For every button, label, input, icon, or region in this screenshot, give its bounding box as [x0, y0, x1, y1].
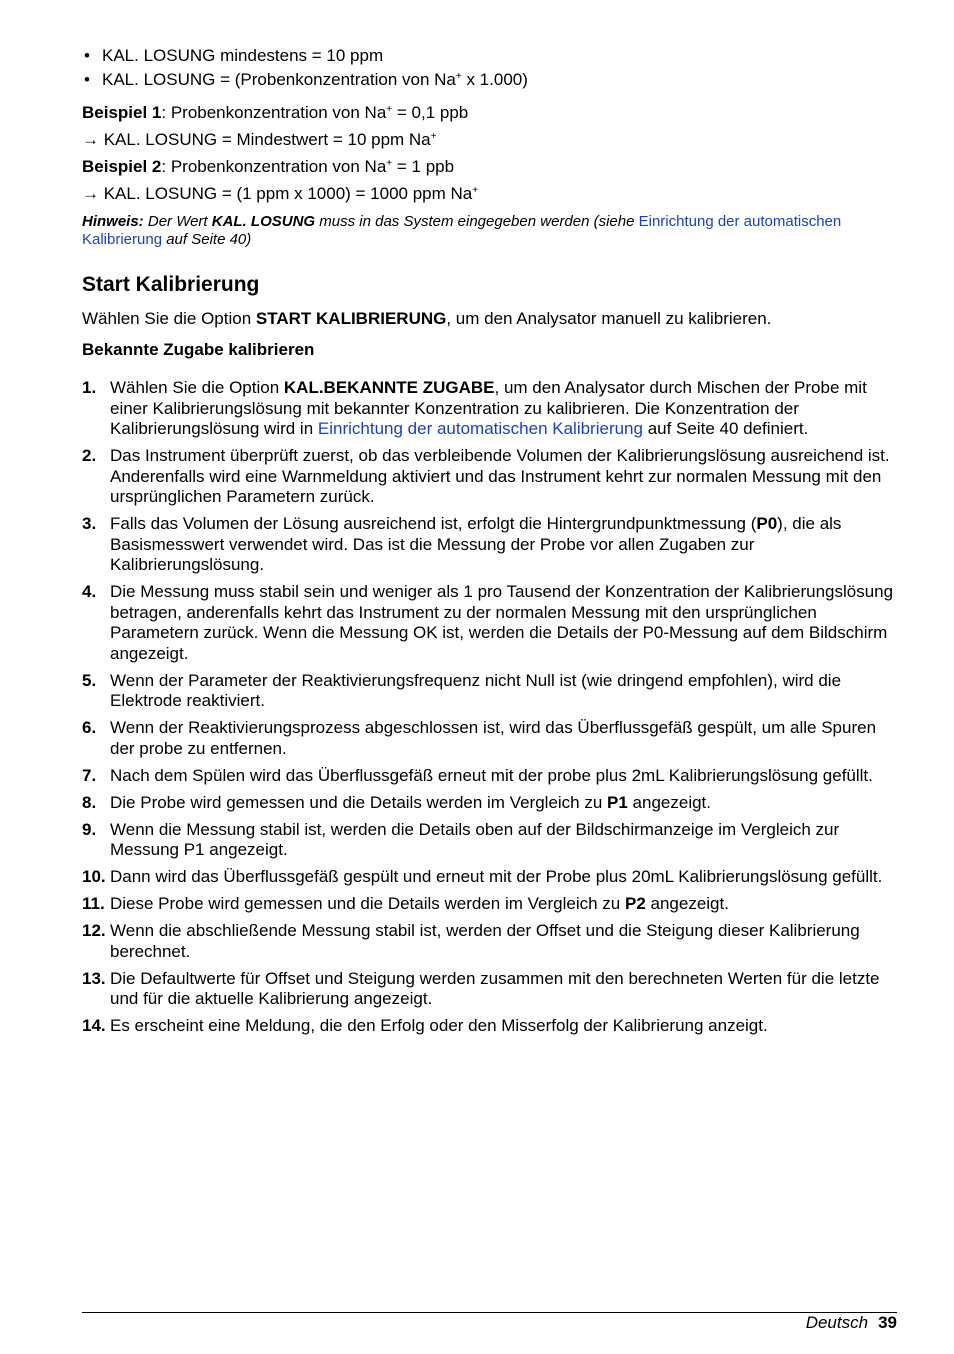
page-footer: [806, 1313, 897, 1333]
note-link[interactable]: Einrichtung der automatischen Kalibrierung: [82, 213, 842, 248]
bullet-item: • KAL. LOSUNG = (Probenkonzentration von Na+ x 1.000): [82, 68, 897, 92]
step-item: 12. Wenn die abschließende Messung stabil ist, werden der Offset und die Steigung dieser Kalibrierung berechnet.: [82, 921, 860, 961]
bullet-icon: •: [84, 70, 90, 89]
step-item: 11. Diese Probe wird gemessen und die Details werden im Vergleich zu P2 angezeigt.: [82, 894, 729, 913]
step-item: 14. Es erscheint eine Meldung, die den Erfolg oder den Misserfolg der Kalibrierung anzeigt.: [82, 1016, 768, 1035]
step-number: 14.: [82, 1016, 106, 1035]
note: Hinweis: Der Wert KAL. LOSUNG muss in das System eingegeben werden (siehe Einrichtung der automatischen Kalibrierung auf Seite 40): [82, 213, 842, 248]
step-number: 4.: [82, 582, 97, 601]
subsection-heading: Bekannte Zugabe kalibrieren: [82, 340, 315, 359]
step-number: 9.: [82, 819, 97, 839]
step-number: 5.: [82, 670, 97, 690]
bullet-item: • KAL. LOSUNG mindestens = 10 ppm: [82, 44, 897, 68]
step-item: 4. Die Messung muss stabil sein und weniger als 1 pro Tausend der Konzentration der Kalibrierungslösung betragen, anderenfalls kehrt das Instrument zu der normalen Messung mit den ursprünglichen Parametern zurück. Wenn die Messung OK ist, werden die Details der P0-Messung auf dem Bildschirm angezeigt.: [82, 582, 894, 663]
step-item: 13. Die Defaultwerte für Offset und Steigung werden zusammen mit den berechneten Werten für die letzte und für die aktuelle Kalibrierung angezeigt.: [82, 968, 880, 1008]
step-item: 8. Die Probe wird gemessen und die Details werden im Vergleich zu P1 angezeigt.: [82, 792, 712, 812]
section-intro: Wählen Sie die Option START KALIBRIERUNG, um den Analysator manuell zu kalibrieren.: [82, 309, 772, 328]
bullet-icon: •: [84, 46, 90, 65]
page-number: 39: [878, 1313, 897, 1332]
footer-rule: [82, 1312, 897, 1313]
example-2: Beispiel 2: Probenkonzentration von Na+ = 1 ppb: [82, 157, 455, 176]
step-number: 3.: [82, 514, 97, 533]
step-item: 3. Falls das Volumen der Lösung ausreichend ist, erfolgt die Hintergrundpunktmessung (P0), die als Basismesswert verwendet wird. Das ist die Messung der Probe vor allen Zugaben zur Kalibrierungslösung.: [82, 514, 842, 574]
step-item: 7. Nach dem Spülen wird das Überflussgefäß erneut mit der probe plus 2mL Kalibrierungslösung gefüllt.: [82, 765, 873, 785]
step-number: 12.: [82, 921, 106, 940]
step-number: 8.: [82, 792, 97, 812]
step-number: 10.: [82, 867, 106, 886]
footer-language: Deutsch: [805, 1313, 869, 1332]
page-content: [82, 44, 897, 1043]
step-number: 11.: [82, 894, 105, 913]
step-number: 1.: [82, 378, 97, 397]
section-heading: Start Kalibrierung: [82, 273, 260, 296]
result-2: → KAL. LOSUNG = (1 ppm x 1000) = 1000 ppm Na+: [82, 184, 479, 203]
bullet-list: [82, 44, 897, 92]
step-item: 6. Wenn der Reaktivierungsprozess abgeschlossen ist, wird das Überflussgefäß gespült, um alle Spuren der probe zu entfernen.: [82, 718, 877, 758]
step-number: 13.: [82, 968, 106, 988]
step-item: 10. Dann wird das Überflussgefäß gespült und erneut mit der Probe plus 20mL Kalibrierungslösung gefüllt.: [82, 867, 883, 886]
step-link[interactable]: Einrichtung der automatischen Kalibrierung: [317, 419, 643, 438]
result-1: → KAL. LOSUNG = Mindestwert = 10 ppm Na+: [82, 130, 437, 149]
step-number: 6.: [82, 718, 97, 737]
step-item: 2. Das Instrument überprüft zuerst, ob das verbleibende Volumen der Kalibrierungslösung ausreichend ist. Anderenfalls wird eine Warnmeldung aktiviert und das Instrument kehrt zur normalen Messung mit den ursprünglichen Parametern zurück.: [82, 446, 890, 506]
steps-list: [82, 378, 897, 1037]
step-item: 1. Wählen Sie die Option KAL.BEKANNTE ZUGABE, um den Analysator durch Mischen der Probe mit einer Kalibrierungslösung mit bekannter Konzentration zu kalibrieren. Die Konzentration der Kalibrierungslösung wird in Einrichtung der automatischen Kalibrierung auf Seite 40 definiert.: [82, 378, 867, 438]
step-number: 2.: [82, 446, 97, 465]
step-number: 7.: [82, 765, 97, 785]
example-1: Beispiel 1: Probenkonzentration von Na+ = 0,1 ppb: [82, 103, 469, 122]
step-item: 9. Wenn die Messung stabil ist, werden die Details oben auf der Bildschirmanzeige im Vergleich zur Messung P1 angezeigt.: [82, 819, 840, 859]
step-item: 5. Wenn der Parameter der Reaktivierungsfrequenz nicht Null ist (wie dringend empfohlen), wird die Elektrode reaktiviert.: [82, 670, 842, 710]
